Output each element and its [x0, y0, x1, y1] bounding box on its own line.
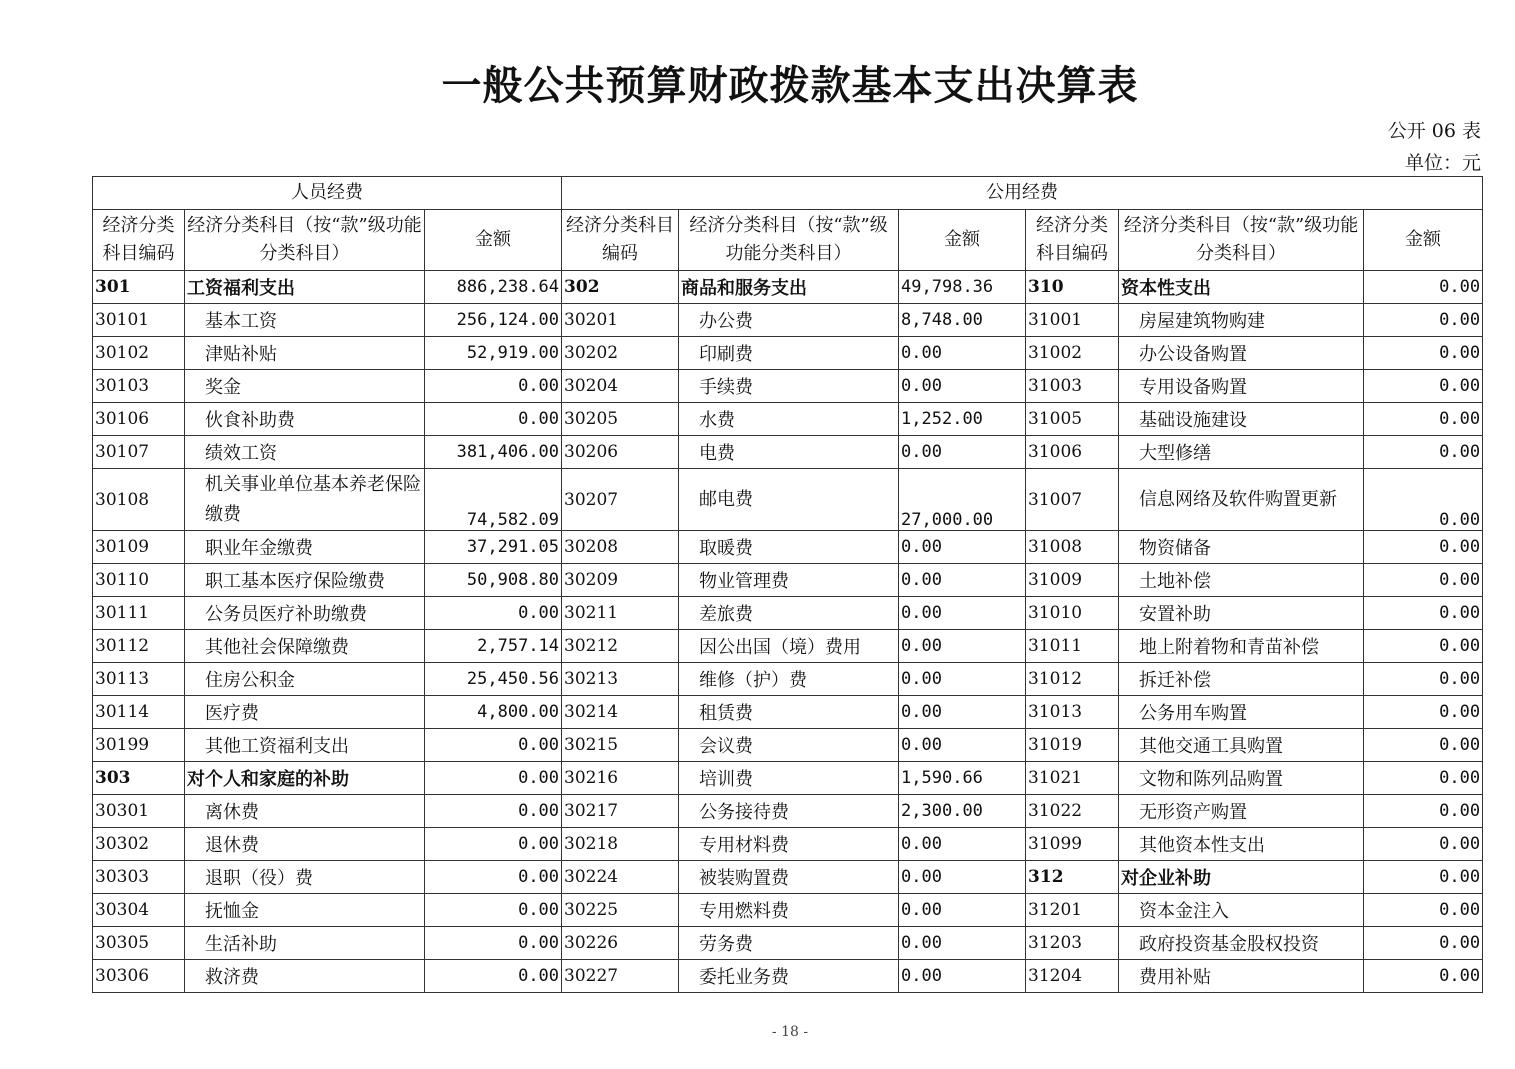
- table-row: [93, 696, 1483, 729]
- cell-code: 30214: [562, 696, 679, 729]
- cell-code: 30204: [562, 370, 679, 403]
- group-header-public: 公用经费: [562, 177, 1483, 210]
- cell-amount: 1,590.66: [899, 762, 1026, 795]
- cell-code: 30224: [562, 861, 679, 894]
- cell-name: 邮电费: [679, 469, 899, 531]
- cell-name: 专用材料费: [679, 828, 899, 861]
- page-title: 一般公共预算财政拨款基本支出决算表: [441, 62, 1139, 109]
- cell-name: 会议费: [679, 729, 899, 762]
- cell-amount: 0.00: [899, 436, 1026, 469]
- cell-name: 地上附着物和青苗补偿: [1119, 630, 1364, 663]
- cell-amount: 0.00: [899, 531, 1026, 564]
- cell-name: 印刷费: [679, 337, 899, 370]
- cell-amount: 0.00: [425, 960, 562, 993]
- cell-name: 政府投资基金股权投资: [1119, 927, 1364, 960]
- cell-amount: 0.00: [425, 762, 562, 795]
- cell-name: 住房公积金: [185, 663, 425, 696]
- cell-amount: 0.00: [425, 927, 562, 960]
- cell-amount: 0.00: [1364, 564, 1483, 597]
- table-row: [93, 271, 1483, 304]
- header-name: 经济分类科目（按“款”级功能分类科目）: [185, 210, 425, 271]
- cell-name: 公务员医疗补助缴费: [185, 597, 425, 630]
- header-code: 经济分类科目编码: [93, 210, 185, 271]
- cell-code: 30112: [93, 630, 185, 663]
- cell-name: 房屋建筑物购建: [1119, 304, 1364, 337]
- cell-code: 30209: [562, 564, 679, 597]
- cell-code: 31007: [1026, 469, 1119, 531]
- cell-code: 302: [562, 271, 679, 304]
- table-row: [93, 795, 1483, 828]
- page-number: - 18 -: [771, 1024, 809, 1040]
- table-body: [93, 271, 1483, 993]
- table-row: [93, 531, 1483, 564]
- form-number: 公开 06 表: [1387, 120, 1481, 142]
- cell-amount: 37,291.05: [425, 531, 562, 564]
- cell-name: 安置补助: [1119, 597, 1364, 630]
- cell-code: 30103: [93, 370, 185, 403]
- cell-amount: 0.00: [425, 828, 562, 861]
- cell-name: 被装购置费: [679, 861, 899, 894]
- cell-amount: 1,252.00: [899, 403, 1026, 436]
- cell-code: 30305: [93, 927, 185, 960]
- cell-amount: 0.00: [899, 696, 1026, 729]
- cell-code: 31019: [1026, 729, 1119, 762]
- cell-amount: 0.00: [425, 403, 562, 436]
- cell-name: 商品和服务支出: [679, 271, 899, 304]
- cell-amount: 0.00: [425, 795, 562, 828]
- cell-name: 工资福利支出: [185, 271, 425, 304]
- cell-amount: 0.00: [899, 729, 1026, 762]
- cell-amount: 0.00: [1364, 337, 1483, 370]
- cell-name: 公务接待费: [679, 795, 899, 828]
- cell-name: 医疗费: [185, 696, 425, 729]
- cell-name: 电费: [679, 436, 899, 469]
- cell-amount: 25,450.56: [425, 663, 562, 696]
- cell-name: 劳务费: [679, 927, 899, 960]
- cell-amount: 0.00: [1364, 597, 1483, 630]
- cell-code: 31013: [1026, 696, 1119, 729]
- cell-name: 专用燃料费: [679, 894, 899, 927]
- header-code: 经济分类科目编码: [1026, 210, 1119, 271]
- cell-name: 办公设备购置: [1119, 337, 1364, 370]
- cell-amount: 0.00: [1364, 403, 1483, 436]
- cell-amount: 256,124.00: [425, 304, 562, 337]
- cell-name: 培训费: [679, 762, 899, 795]
- header-amount: 金额: [425, 210, 562, 271]
- cell-amount: 0.00: [1364, 663, 1483, 696]
- table-row: [93, 564, 1483, 597]
- cell-code: 31201: [1026, 894, 1119, 927]
- cell-amount: 2,757.14: [425, 630, 562, 663]
- cell-name: 生活补助: [185, 927, 425, 960]
- cell-amount: 0.00: [1364, 696, 1483, 729]
- cell-code: 31003: [1026, 370, 1119, 403]
- table-row: [93, 927, 1483, 960]
- unit-label: 单位：元: [1404, 152, 1481, 174]
- cell-code: 30206: [562, 436, 679, 469]
- cell-code: 30113: [93, 663, 185, 696]
- cell-amount: 0.00: [1364, 271, 1483, 304]
- cell-name: 办公费: [679, 304, 899, 337]
- cell-code: 31010: [1026, 597, 1119, 630]
- cell-name: 专用设备购置: [1119, 370, 1364, 403]
- cell-name: 其他交通工具购置: [1119, 729, 1364, 762]
- cell-amount: 0.00: [899, 630, 1026, 663]
- cell-code: 30199: [93, 729, 185, 762]
- cell-amount: 0.00: [899, 927, 1026, 960]
- expenditure-table: [92, 176, 1483, 993]
- cell-code: 30218: [562, 828, 679, 861]
- cell-amount: 0.00: [1364, 370, 1483, 403]
- cell-code: 30114: [93, 696, 185, 729]
- cell-name: 职业年金缴费: [185, 531, 425, 564]
- cell-code: 31006: [1026, 436, 1119, 469]
- cell-name: 退职（役）费: [185, 861, 425, 894]
- cell-name: 文物和陈列品购置: [1119, 762, 1364, 795]
- cell-amount: 0.00: [1364, 469, 1483, 531]
- cell-name: 离休费: [185, 795, 425, 828]
- cell-code: 30226: [562, 927, 679, 960]
- cell-name: 其他资本性支出: [1119, 828, 1364, 861]
- cell-code: 31008: [1026, 531, 1119, 564]
- header-amount: 金额: [1364, 210, 1483, 271]
- cell-name: 绩效工资: [185, 436, 425, 469]
- cell-code: 30208: [562, 531, 679, 564]
- cell-amount: 0.00: [1364, 894, 1483, 927]
- cell-name: 救济费: [185, 960, 425, 993]
- table-row: [93, 729, 1483, 762]
- table-row: [93, 762, 1483, 795]
- table-row: [93, 663, 1483, 696]
- cell-name: 其他工资福利支出: [185, 729, 425, 762]
- cell-amount: 0.00: [425, 597, 562, 630]
- table-row: [93, 894, 1483, 927]
- group-header-personnel: 人员经费: [93, 177, 562, 210]
- cell-code: 30205: [562, 403, 679, 436]
- cell-code: 31203: [1026, 927, 1119, 960]
- cell-amount: 0.00: [425, 861, 562, 894]
- cell-amount: 381,406.00: [425, 436, 562, 469]
- cell-name: 退休费: [185, 828, 425, 861]
- header-name: 经济分类科目（按“款”级功能分类科目）: [679, 210, 899, 271]
- cell-amount: 0.00: [425, 894, 562, 927]
- cell-name: 取暖费: [679, 531, 899, 564]
- cell-name: 物业管理费: [679, 564, 899, 597]
- table-row: [93, 469, 1483, 531]
- cell-amount: 52,919.00: [425, 337, 562, 370]
- cell-code: 31005: [1026, 403, 1119, 436]
- cell-name: 差旅费: [679, 597, 899, 630]
- cell-amount: 0.00: [425, 729, 562, 762]
- table-row: [93, 861, 1483, 894]
- cell-amount: 0.00: [1364, 436, 1483, 469]
- cell-code: 31012: [1026, 663, 1119, 696]
- cell-code: 30109: [93, 531, 185, 564]
- cell-code: 312: [1026, 861, 1119, 894]
- cell-name: 伙食补助费: [185, 403, 425, 436]
- table-row: [93, 960, 1483, 993]
- cell-amount: 0.00: [899, 370, 1026, 403]
- cell-code: 30304: [93, 894, 185, 927]
- cell-amount: 0.00: [899, 894, 1026, 927]
- cell-amount: 0.00: [1364, 762, 1483, 795]
- cell-code: 31001: [1026, 304, 1119, 337]
- cell-name: 机关事业单位基本养老保险缴费: [185, 469, 425, 531]
- cell-amount: 0.00: [1364, 861, 1483, 894]
- cell-code: 30306: [93, 960, 185, 993]
- cell-name: 公务用车购置: [1119, 696, 1364, 729]
- cell-code: 310: [1026, 271, 1119, 304]
- cell-name: 费用补贴: [1119, 960, 1364, 993]
- cell-name: 因公出国（境）费用: [679, 630, 899, 663]
- cell-amount: 50,908.80: [425, 564, 562, 597]
- cell-code: 31099: [1026, 828, 1119, 861]
- cell-amount: 0.00: [1364, 729, 1483, 762]
- cell-code: 31011: [1026, 630, 1119, 663]
- cell-name: 无形资产购置: [1119, 795, 1364, 828]
- cell-amount: 0.00: [899, 337, 1026, 370]
- cell-code: 30227: [562, 960, 679, 993]
- cell-name: 奖金: [185, 370, 425, 403]
- cell-amount: 74,582.09: [425, 469, 562, 531]
- header-name: 经济分类科目（按“款”级功能分类科目）: [1119, 210, 1364, 271]
- cell-amount: 2,300.00: [899, 795, 1026, 828]
- cell-amount: 0.00: [899, 828, 1026, 861]
- cell-name: 委托业务费: [679, 960, 899, 993]
- cell-amount: 49,798.36: [899, 271, 1026, 304]
- cell-code: 30217: [562, 795, 679, 828]
- cell-name: 对企业补助: [1119, 861, 1364, 894]
- cell-amount: 886,238.64: [425, 271, 562, 304]
- cell-name: 水费: [679, 403, 899, 436]
- cell-name: 基本工资: [185, 304, 425, 337]
- cell-name: 手续费: [679, 370, 899, 403]
- cell-name: 抚恤金: [185, 894, 425, 927]
- table-row: [93, 828, 1483, 861]
- cell-name: 土地补偿: [1119, 564, 1364, 597]
- cell-name: 维修（护）费: [679, 663, 899, 696]
- cell-code: 30107: [93, 436, 185, 469]
- cell-code: 30201: [562, 304, 679, 337]
- header-amount: 金额: [899, 210, 1026, 271]
- cell-name: 津贴补贴: [185, 337, 425, 370]
- cell-name: 大型修缮: [1119, 436, 1364, 469]
- cell-code: 30102: [93, 337, 185, 370]
- cell-name: 拆迁补偿: [1119, 663, 1364, 696]
- cell-code: 30302: [93, 828, 185, 861]
- cell-code: 30211: [562, 597, 679, 630]
- table-row: [93, 630, 1483, 663]
- table-row: [93, 436, 1483, 469]
- cell-amount: 0.00: [1364, 960, 1483, 993]
- header-code: 经济分类科目编码: [562, 210, 679, 271]
- cell-code: 30225: [562, 894, 679, 927]
- cell-name: 租赁费: [679, 696, 899, 729]
- cell-amount: 0.00: [899, 960, 1026, 993]
- cell-code: 30101: [93, 304, 185, 337]
- cell-name: 资本金注入: [1119, 894, 1364, 927]
- cell-code: 30303: [93, 861, 185, 894]
- cell-code: 30207: [562, 469, 679, 531]
- cell-code: 30212: [562, 630, 679, 663]
- table-row: [93, 597, 1483, 630]
- cell-name: 物资储备: [1119, 531, 1364, 564]
- cell-amount: 0.00: [899, 861, 1026, 894]
- cell-code: 30216: [562, 762, 679, 795]
- table-row: [93, 403, 1483, 436]
- cell-name: 基础设施建设: [1119, 403, 1364, 436]
- cell-amount: 0.00: [1364, 927, 1483, 960]
- cell-code: 30110: [93, 564, 185, 597]
- cell-amount: 0.00: [1364, 828, 1483, 861]
- cell-amount: 0.00: [1364, 795, 1483, 828]
- cell-name: 资本性支出: [1119, 271, 1364, 304]
- cell-amount: 4,800.00: [425, 696, 562, 729]
- table-row: [93, 304, 1483, 337]
- cell-code: 31204: [1026, 960, 1119, 993]
- cell-code: 31022: [1026, 795, 1119, 828]
- cell-code: 30213: [562, 663, 679, 696]
- cell-code: 31002: [1026, 337, 1119, 370]
- cell-name: 职工基本医疗保险缴费: [185, 564, 425, 597]
- cell-code: 31021: [1026, 762, 1119, 795]
- cell-code: 30301: [93, 795, 185, 828]
- cell-amount: 8,748.00: [899, 304, 1026, 337]
- cell-code: 31009: [1026, 564, 1119, 597]
- cell-code: 303: [93, 762, 185, 795]
- cell-amount: 0.00: [1364, 304, 1483, 337]
- cell-code: 30111: [93, 597, 185, 630]
- cell-code: 301: [93, 271, 185, 304]
- table-row: [93, 337, 1483, 370]
- cell-code: 30202: [562, 337, 679, 370]
- cell-code: 30215: [562, 729, 679, 762]
- cell-name: 其他社会保障缴费: [185, 630, 425, 663]
- cell-amount: 0.00: [1364, 630, 1483, 663]
- table-row: [93, 370, 1483, 403]
- cell-amount: 0.00: [899, 564, 1026, 597]
- cell-amount: 27,000.00: [899, 469, 1026, 531]
- cell-code: 30106: [93, 403, 185, 436]
- cell-amount: 0.00: [899, 597, 1026, 630]
- cell-amount: 0.00: [899, 663, 1026, 696]
- cell-amount: 0.00: [1364, 531, 1483, 564]
- cell-code: 30108: [93, 469, 185, 531]
- cell-name: 信息网络及软件购置更新: [1119, 469, 1364, 531]
- cell-name: 对个人和家庭的补助: [185, 762, 425, 795]
- cell-amount: 0.00: [425, 370, 562, 403]
